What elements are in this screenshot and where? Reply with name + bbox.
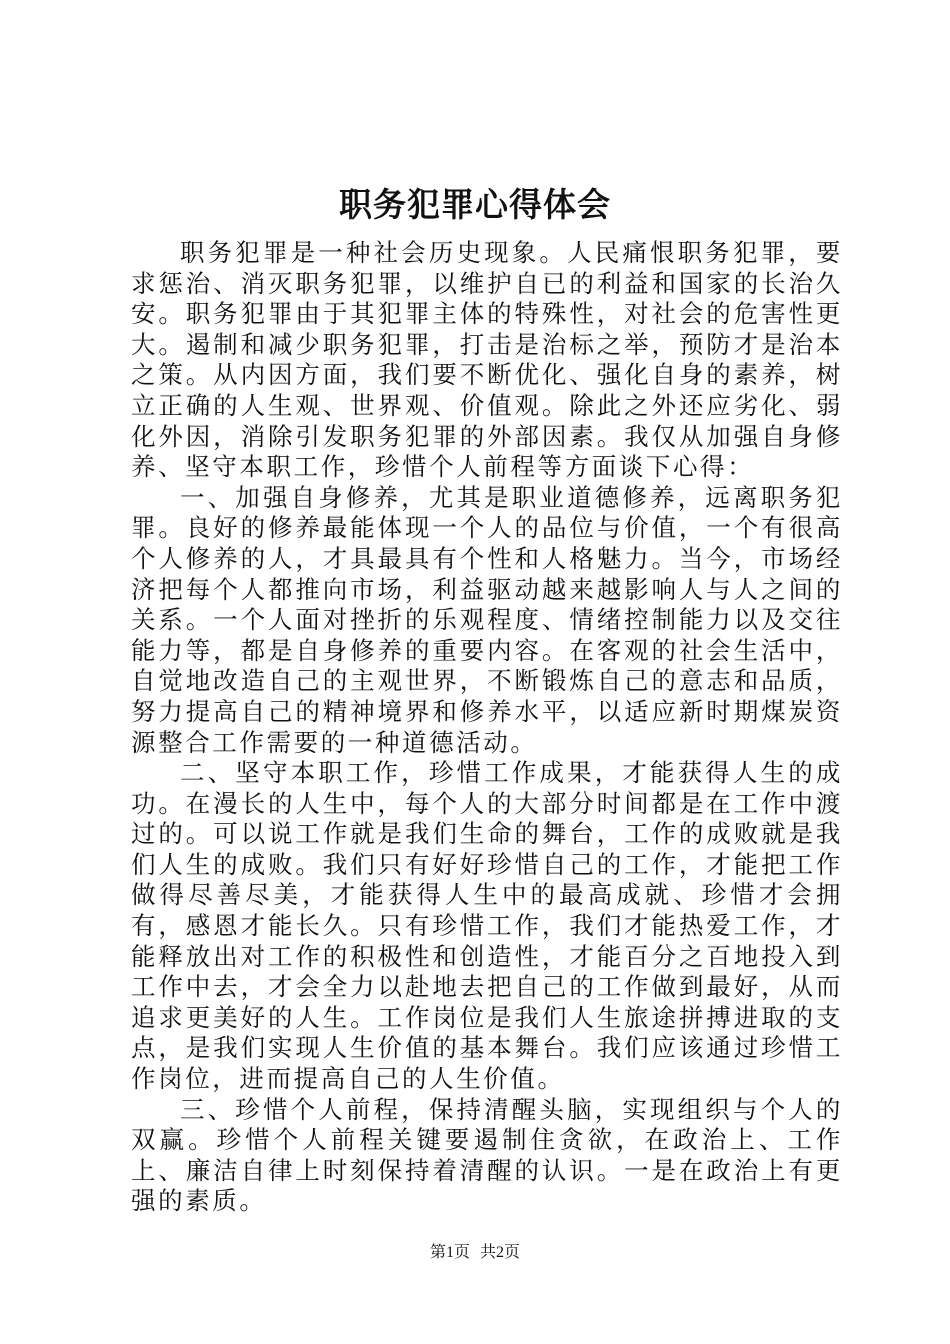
document-title: 职务犯罪心得体会 xyxy=(339,185,611,224)
paragraph-section-3: 三、珍惜个人前程，保持清醒头脑，实现组织与个人的双赢。珍惜个人前程关键要遏制住贪欲，在政治上、工作上、廉洁自律上时刻保持着清醒的认识。一是在政治上有更强的素质。 xyxy=(131,1094,843,1216)
document-body xyxy=(131,238,843,1217)
paragraph-intro: 职务犯罪是一种社会历史现象。人民痛恨职务犯罪，要求惩治、消灭职务犯罪，以维护自已的利益和国家的长治久安。职务犯罪由于其犯罪主体的特殊性，对社会的危害性更大。遏制和减少职务犯罪，打击是治标之举，预防才是治本之策。从内因方面，我们要不断优化、强化自身的素养，树立正确的人生观、世界观、价值观。除此之外还应劣化、弱化外因，消除引发职务犯罪的外部因素。我仅从加强自身修养、坚守本职工作，珍惜个人前程等方面谈下心得： xyxy=(131,238,843,482)
paragraph-section-2: 二、坚守本职工作，珍惜工作成果，才能获得人生的成功。在漫长的人生中，每个人的大部分时间都是在工作中渡过的。可以说工作就是我们生命的舞台，工作的成败就是我们人生的成败。我们只有好好珍惜自己的工作，才能把工作做得尽善尽美，才能获得人生中的最高成就、珍惜才会拥有，感恩才能长久。只有珍惜工作，我们才能热爱工作，才能释放出对工作的积极性和创造性，才能百分之百地投入到工作中去，才会全力以赴地去把自己的工作做到最好，从而追求更美好的人生。工作岗位是我们人生旅途拼搏进取的支点，是我们实现人生价值的基本舞台。我们应该通过珍惜工作岗位，进而提高自己的人生价值。 xyxy=(131,758,843,1094)
page-total: 共2页 xyxy=(480,1244,521,1261)
page-number: 第1页 xyxy=(429,1244,470,1261)
page-footer xyxy=(0,1243,950,1263)
paragraph-section-1: 一、加强自身修养，尤其是职业道德修养，远离职务犯罪。良好的修养最能体现一个人的品位与价值，一个有很高个人修养的人，才具最具有个性和人格魅力。当今，市场经济把每个人都推向市场，利益驱动越来越影响人与人之间的关系。一个人面对挫折的乐观程度、情绪控制能力以及交往能力等，都是自身修养的重要内容。在客观的社会生活中，自觉地改造自己的主观世界，不断锻炼自己的意志和品质，努力提高自己的精神境界和修养水平，以适应新时期煤炭资源整合工作需要的一种道德活动。 xyxy=(131,482,843,757)
